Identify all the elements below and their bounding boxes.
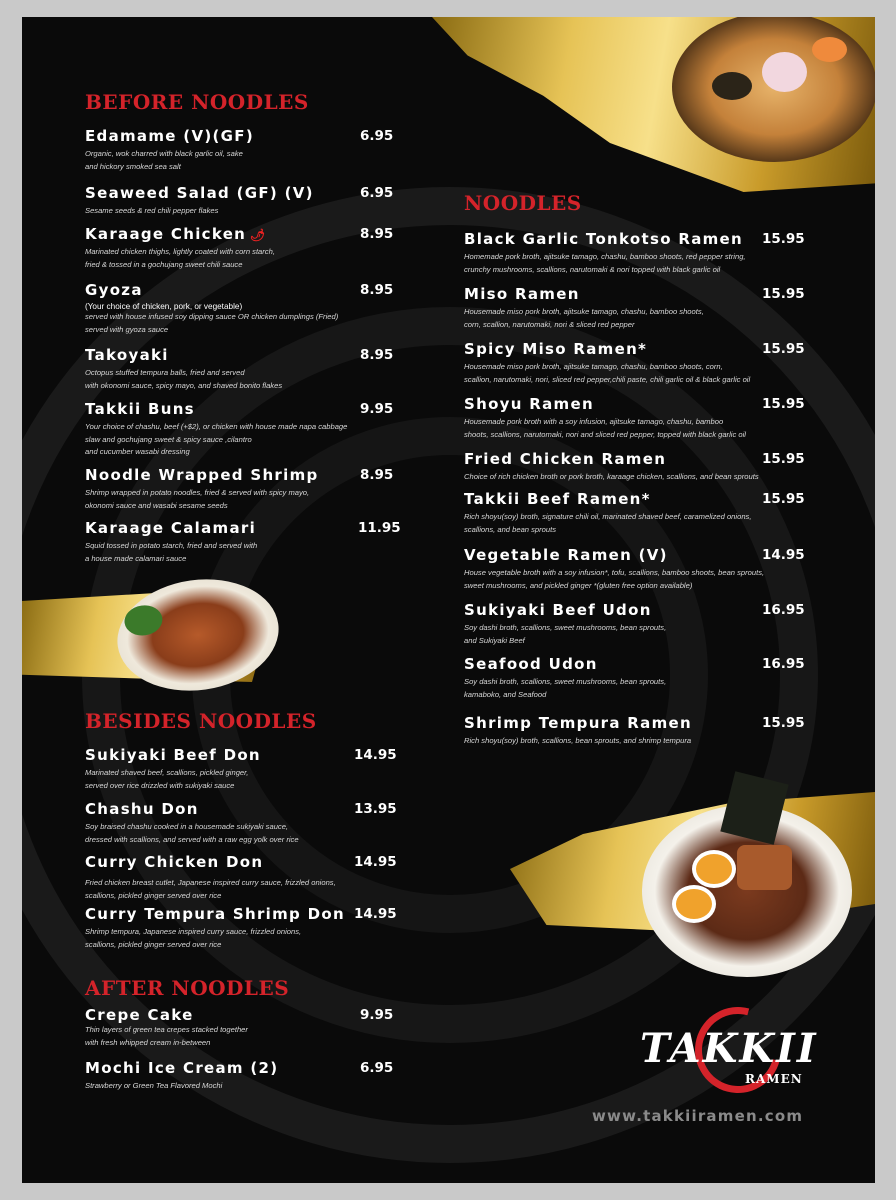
item-name: Curry Tempura Shrimp Don (85, 905, 345, 923)
item-name: Takkii Buns (85, 400, 195, 418)
item-description: Shrimp wrapped in potato noodles, fried & served with spicy mayo, okonomi sauce and wasabi sesame seeds (85, 488, 310, 510)
item-price: 14.95 (762, 547, 805, 563)
item-price: 6.95 (360, 185, 394, 201)
item-description: served with house infused soy dipping sauce OR chicken dumplings (Fried) served with gyoza sauce (85, 312, 339, 334)
item-price: 16.95 (762, 656, 805, 672)
item-name: Black Garlic Tonkotso Ramen (464, 230, 743, 248)
item-name: Shoyu Ramen (464, 395, 594, 413)
menu-item (85, 346, 395, 392)
item-name: Crepe Cake (85, 1006, 194, 1024)
seafood-bowl-image (672, 17, 875, 162)
item-price: 8.95 (360, 347, 394, 363)
item-name: Seaweed Salad (GF) (V) (85, 184, 314, 202)
item-description: Homemade pork broth, ajitsuke tamago, chashu, bamboo shoots, red pepper string, crunchy mushrooms, scallions, narutomaki & nori topped with black garlic oil (464, 252, 746, 274)
menu-item (464, 714, 804, 748)
item-description: Fried chicken breast cutlet, Japanese inspired curry sauce, frizzled onions, scallions, pickled ginger served over rice (85, 878, 336, 900)
item-price: 15.95 (762, 451, 805, 467)
item-price: 13.95 (354, 801, 397, 817)
item-name: Miso Ramen (464, 285, 580, 303)
menu-item (85, 127, 395, 173)
item-name: Fried Chicken Ramen (464, 450, 667, 468)
item-name: Seafood Udon (464, 655, 598, 673)
menu-item (85, 746, 395, 792)
item-description: Squid tossed in potato starch, fried and served with a house made calamari sauce (85, 541, 258, 563)
menu-item (464, 230, 804, 276)
item-price: 14.95 (354, 906, 397, 922)
menu-item (85, 1006, 395, 1049)
item-price: 15.95 (762, 231, 805, 247)
menu-item (464, 340, 804, 386)
logo-wordmark: TAKKII (640, 1025, 818, 1072)
item-note: (Your choice of chicken, pork, or vegetable) (85, 302, 243, 311)
chili-pepper-icon: 🌶︎ (250, 228, 267, 242)
menu-item (464, 655, 804, 701)
item-price: 15.95 (762, 715, 805, 731)
item-description: Soy braised chashu cooked in a housemade sukiyaki sauce, dressed with scallions, and served with a raw egg yolk over rice (85, 822, 299, 844)
item-description: Housemade pork broth with a soy infusion, ajitsuke tamago, chashu, bamboo shoots, scallions, narutomaki, nori and sliced red pepper, topped with black garlic oil (464, 417, 746, 439)
logo (637, 1007, 817, 1097)
item-name: Karaage Chicken (85, 225, 247, 243)
item-description: Soy dashi broth, scallions, sweet mushrooms, bean sprouts, kamaboko, and Seafood (464, 677, 667, 699)
menu-item (85, 519, 401, 565)
item-name: Sukiyaki Beef Udon (464, 601, 652, 619)
menu-item (464, 450, 804, 484)
item-price: 16.95 (762, 602, 805, 618)
item-name: Takkii Beef Ramen* (464, 490, 651, 508)
item-price: 8.95 (360, 226, 394, 242)
menu-item (85, 1059, 395, 1093)
item-description: Your choice of chashu, beef (+$2), or chicken with house made napa cabbage slaw and gochujang sweet & spicy sauce ,cilantro and cucumber wasabi dressing (85, 422, 348, 456)
menu-item (464, 546, 804, 592)
item-price: 15.95 (762, 396, 805, 412)
menu-item (464, 601, 804, 647)
menu-item (85, 800, 395, 846)
item-description: Organic, wok charred with black garlic oil, sake and hickory smoked sea salt (85, 149, 243, 171)
item-name: Mochi Ice Cream (2) (85, 1059, 279, 1077)
item-price: 15.95 (762, 491, 805, 507)
item-description: Rich shoyu(soy) broth, signature chili oil, marinated shaved beef, caramelized onions, scallions, and bean sprouts (464, 512, 752, 534)
section-title-besides-noodles: BESIDES NOODLES (85, 709, 317, 733)
section-title-after-noodles: AFTER NOODLES (85, 976, 290, 1000)
item-description: Housemade miso pork broth, ajitsuke tamago, chashu, bamboo shoots, corn, scallion, narutomaki, nori & sliced red pepper (464, 307, 704, 329)
item-price: 8.95 (360, 282, 394, 298)
item-name: Gyoza (85, 281, 143, 299)
item-price: 14.95 (354, 747, 397, 763)
item-price: 6.95 (360, 1060, 394, 1076)
logo-subtitle: RAMEN (745, 1072, 803, 1086)
menu-item (85, 184, 395, 218)
website-url[interactable]: www.takkiiramen.com (592, 1107, 804, 1125)
menu-item (85, 225, 395, 271)
item-price: 9.95 (360, 401, 394, 417)
item-price: 15.95 (762, 286, 805, 302)
item-description: Octopus stuffed tempura balls, fried and served with okonomi sauce, spicy mayo, and shaved bonito flakes (85, 368, 283, 390)
item-description: House vegetable broth with a soy infusion*, tofu, scallions, bamboo shoots, bean sprouts, sweet mushrooms, and pickled ginger *(gluten free option available) (464, 568, 765, 590)
item-name: Chashu Don (85, 800, 199, 818)
item-price: 15.95 (762, 341, 805, 357)
item-name: Edamame (V)(GF) (85, 127, 254, 145)
menu-page (22, 17, 875, 1183)
menu-item (464, 490, 804, 536)
item-description: Sesame seeds & red chili pepper flakes (85, 206, 219, 215)
item-name: Vegetable Ramen (V) (464, 546, 668, 564)
item-description: Housemade miso pork broth, ajitsuke tamago, chashu, bamboo shoots, corn, scallion, narutomaki, nori, sliced red pepper,chili paste, chili garlic oil & black garlic oil (464, 362, 751, 384)
item-name: Spicy Miso Ramen* (464, 340, 648, 358)
menu-item (464, 285, 804, 331)
item-name: Curry Chicken Don (85, 853, 264, 871)
item-price: 6.95 (360, 128, 394, 144)
item-price: 9.95 (360, 1007, 394, 1023)
item-description: Thin layers of green tea crepes stacked together with fresh whipped cream in-between (85, 1025, 248, 1047)
menu-item (85, 400, 395, 459)
item-description: Soy dashi broth, scallions, sweet mushrooms, bean sprouts, and Sukiyaki Beef (464, 623, 667, 645)
item-name: Noodle Wrapped Shrimp (85, 466, 319, 484)
menu-item (85, 466, 395, 512)
item-description: Marinated shaved beef, scallions, pickled ginger, served over rice drizzled with sukiyaki sauce (85, 768, 249, 790)
item-name: Karaage Calamari (85, 519, 257, 537)
menu-item (85, 905, 395, 951)
item-description: Shrimp tempura, Japanese inspired curry sauce, frizzled onions, scallions, pickled ginger served over rice (85, 927, 302, 949)
item-description: Rich shoyu(soy) broth, scallions, bean sprouts, and shrimp tempura (464, 736, 692, 745)
item-description: Choice of rich chicken broth or pork broth, karaage chicken, scallions, and bean sprouts (464, 472, 759, 481)
menu-item (85, 853, 395, 902)
item-name: Takoyaki (85, 346, 169, 364)
item-name: Sukiyaki Beef Don (85, 746, 261, 764)
section-title-before-noodles: BEFORE NOODLES (85, 90, 309, 114)
section-title-noodles: NOODLES (464, 191, 582, 215)
menu-item (464, 395, 804, 441)
item-description: Marinated chicken thighs, lightly coated with corn starch, fried & tossed in a gochujang sweet chili sauce (85, 247, 275, 269)
item-price: 11.95 (358, 520, 401, 536)
item-description: Strawberry or Green Tea Flavored Mochi (85, 1081, 223, 1090)
item-price: 14.95 (354, 854, 397, 870)
item-price: 8.95 (360, 467, 394, 483)
menu-item (85, 281, 395, 336)
item-name: Shrimp Tempura Ramen (464, 714, 692, 732)
